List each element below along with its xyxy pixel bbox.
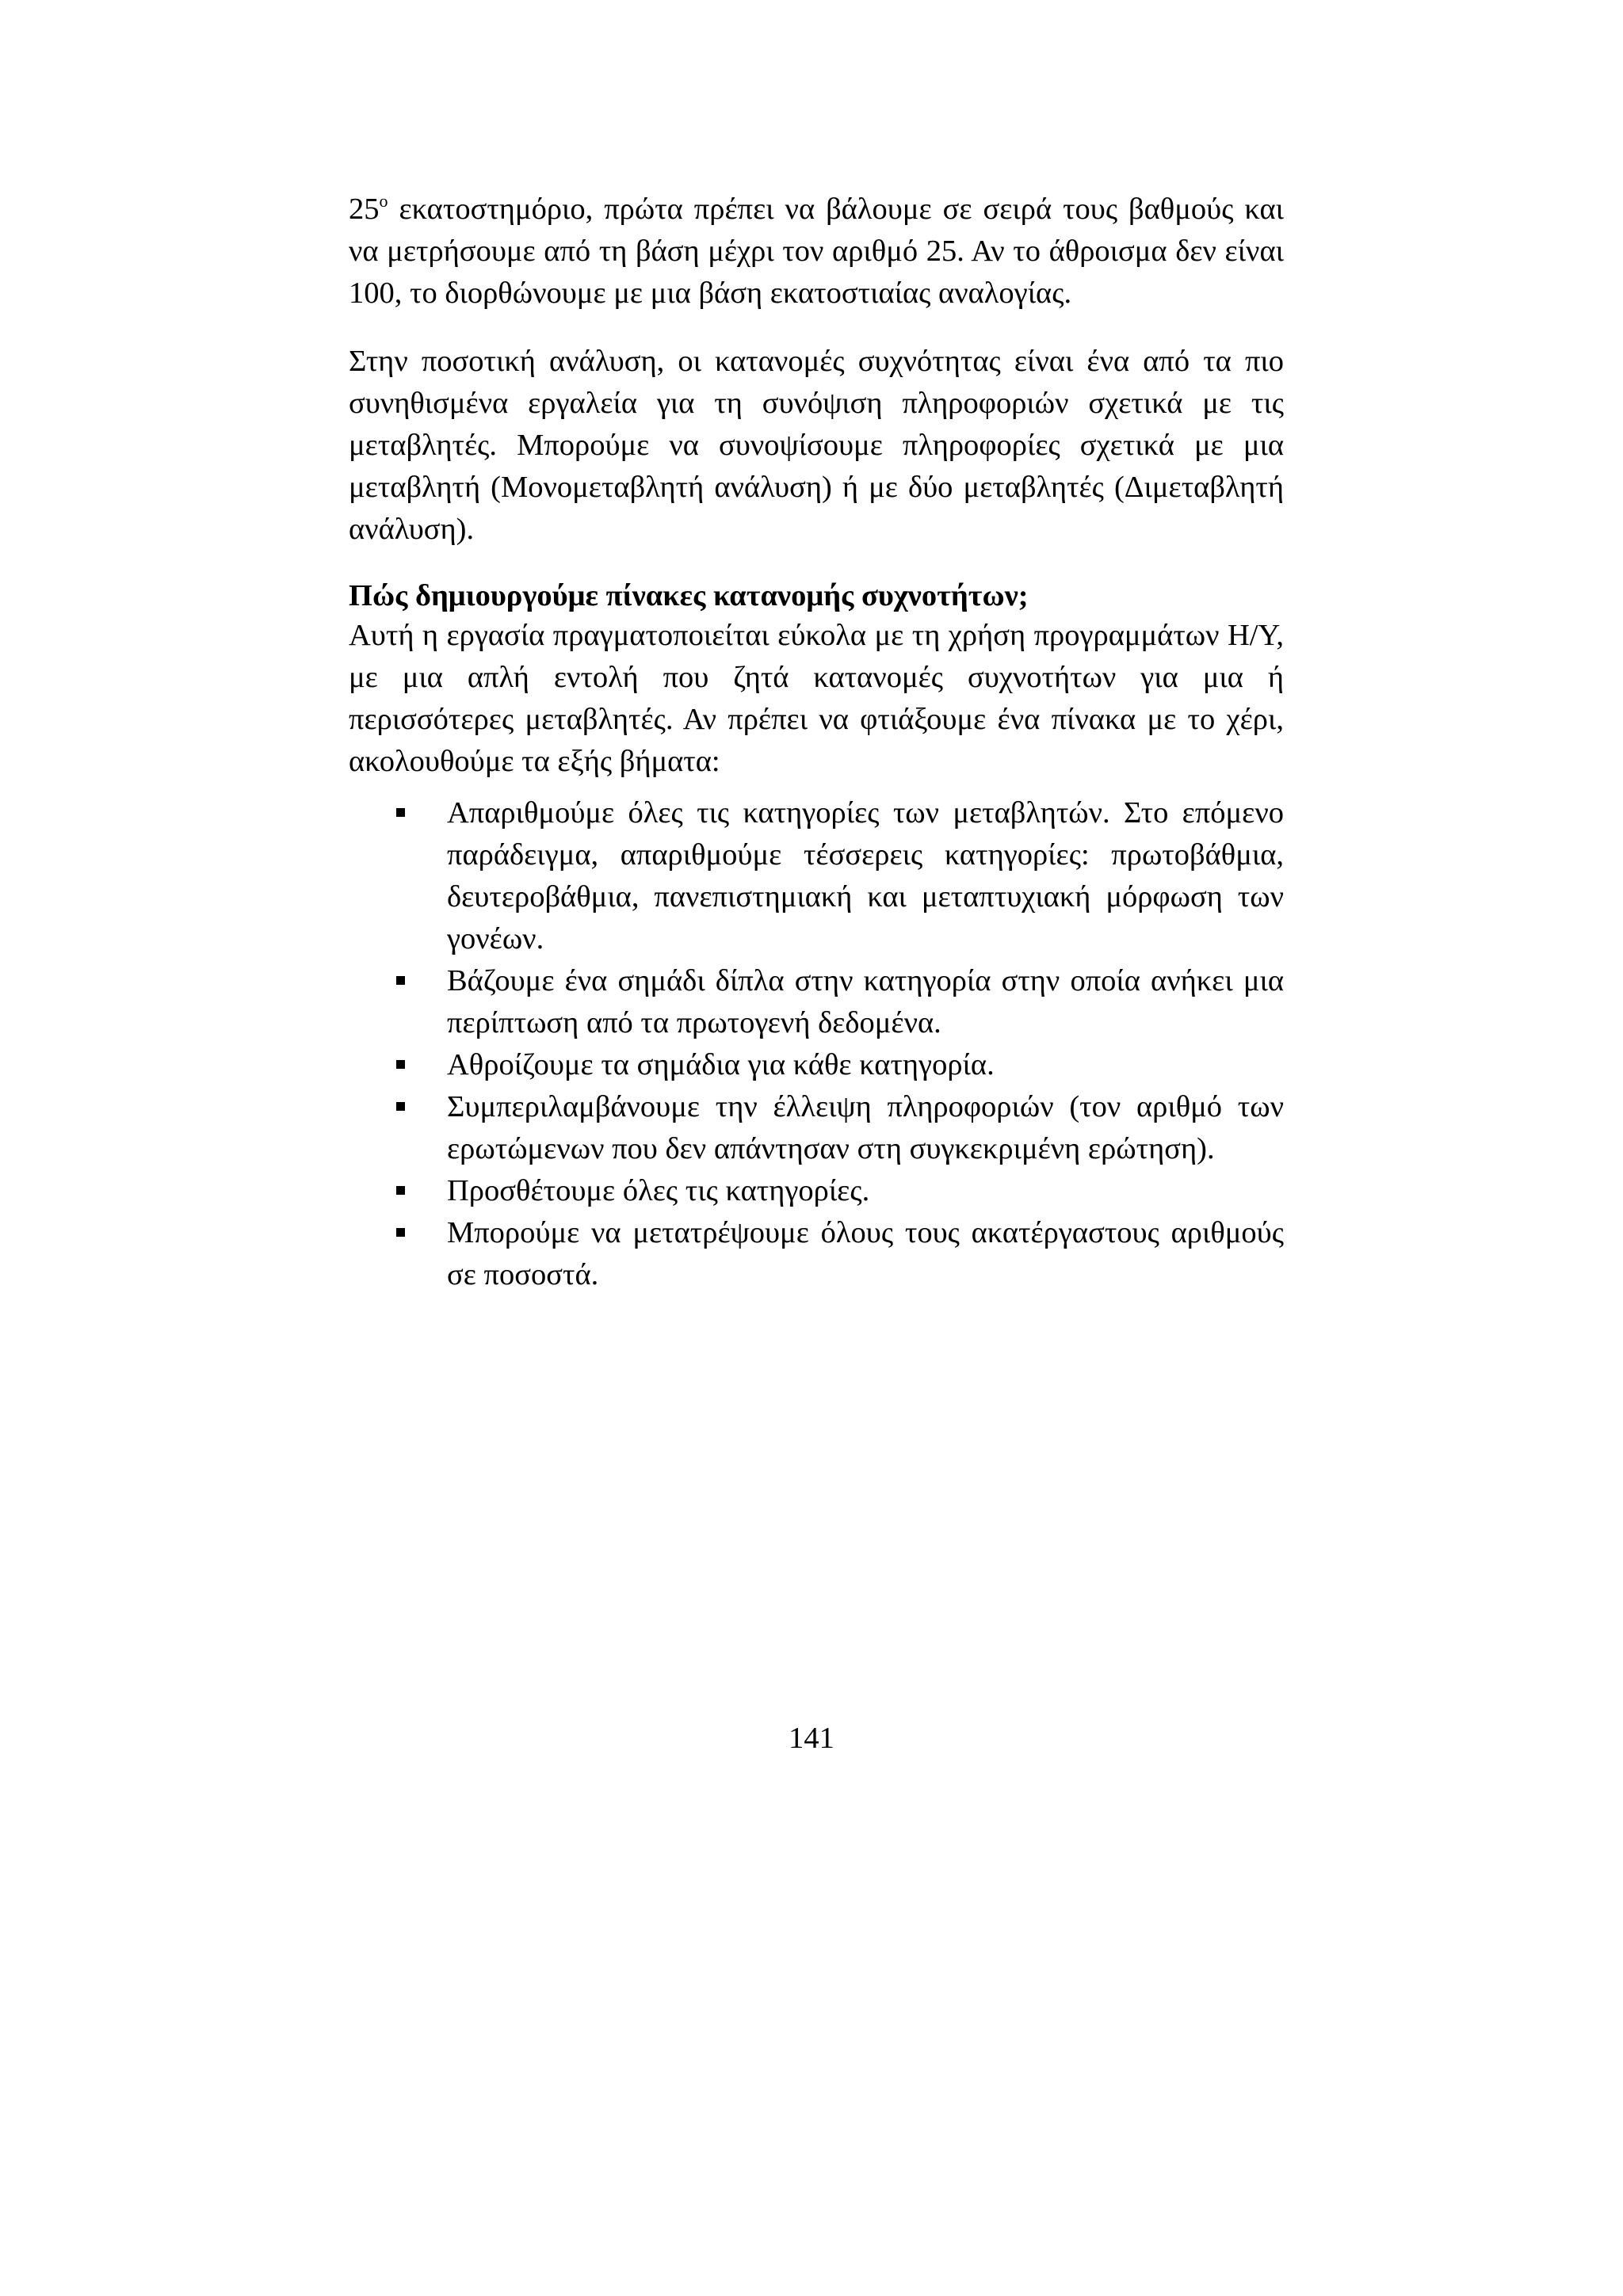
paragraph-frequency-distributions: Στην ποσοτική ανάλυση, οι κατανομές συχνότητας είναι ένα από τα πιο συνηθισμένα εργαλεία για τη συνόψιση πληροφοριών σχετικά με τις μεταβλητές. Μπορούμε να συνοψίσουμε πληροφορίες σχετικά με μια μεταβλητή (Μονομεταβλητή ανάλυση) ή με δύο μεταβλητές (Διμεταβλητή ανάλυση).: [349, 345, 1284, 546]
square-bullet-icon: [396, 1186, 405, 1195]
list-item-text: Απαριθμούμε όλες τις κατηγορίες των μεταβλητών. Στο επόμενο παράδειγμα, απαριθμούμε τέσσερεις κατηγορίες: πρωτοβάθμια, δευτεροβάθμια, πανεπιστημιακή και μεταπτυχιακή μόρφωση των γονέων.: [447, 796, 1284, 955]
percentile-number: 25: [349, 193, 380, 226]
page-number: 141: [789, 1722, 834, 1755]
list-item-text: Συμπεριλαμβάνουμε την έλλειψη πληροφοριών (τον αριθμό των ερωτώμενων που δεν απάντησαν στη συγκεκριμένη ερώτηση).: [447, 1090, 1284, 1165]
list-item-text: Αθροίζουμε τα σημάδια για κάθε κατηγορία.: [447, 1048, 995, 1081]
square-bullet-icon: [396, 808, 405, 817]
square-bullet-icon: [396, 1228, 405, 1237]
list-item-text: Βάζουμε ένα σημάδι δίπλα στην κατηγορία στην οποία ανήκει μια περίπτωση από τα πρωτογενή δεδομένα.: [447, 964, 1284, 1039]
list-item-text: Μπορούμε να μετατρέψουμε όλους τους ακατέργαστους αριθμούς σε ποσοστά.: [447, 1216, 1284, 1291]
paragraph-how-to: Αυτή η εργασία πραγματοποιείται εύκολα με τη χρήση προγραμμάτων Η/Υ, με μια απλή εντολή που ζητά κατανομές συχνοτήτων για μια ή περισσότερες μεταβλητές. Αν πρέπει να φτιάξουμε ένα πίνακα με το χέρι, ακολουθούμε τα εξής βήματα:: [349, 619, 1284, 778]
list-item-text: Προσθέτουμε όλες τις κατηγορίες.: [447, 1174, 870, 1207]
paragraph-percentile: [349, 189, 1284, 315]
steps-list: [349, 792, 1284, 1296]
square-bullet-icon: [396, 976, 405, 985]
list-item: [349, 1212, 1284, 1296]
paragraph-percentile-text: εκατοστημόριο, πρώτα πρέπει να βάλουμε σε σειρά τους βαθμούς και να μετρήσουμε από τη βάση μέχρι τον αριθμό 25. Αν το άθροισμα δεν είναι 100, το διορθώνουμε με μια βάση εκατοστιαίας αναλογίας.: [349, 193, 1284, 310]
list-item: [349, 792, 1284, 960]
square-bullet-icon: [396, 1102, 405, 1111]
list-item: [349, 960, 1284, 1044]
ordinal-superscript: ο: [379, 191, 388, 211]
list-item: [349, 1170, 1284, 1212]
section-heading: Πώς δημιουργούμε πίνακες κατανομής συχνοτήτων;: [349, 579, 1029, 612]
list-item: [349, 1086, 1284, 1170]
square-bullet-icon: [396, 1060, 405, 1069]
list-item: [349, 1044, 1284, 1086]
